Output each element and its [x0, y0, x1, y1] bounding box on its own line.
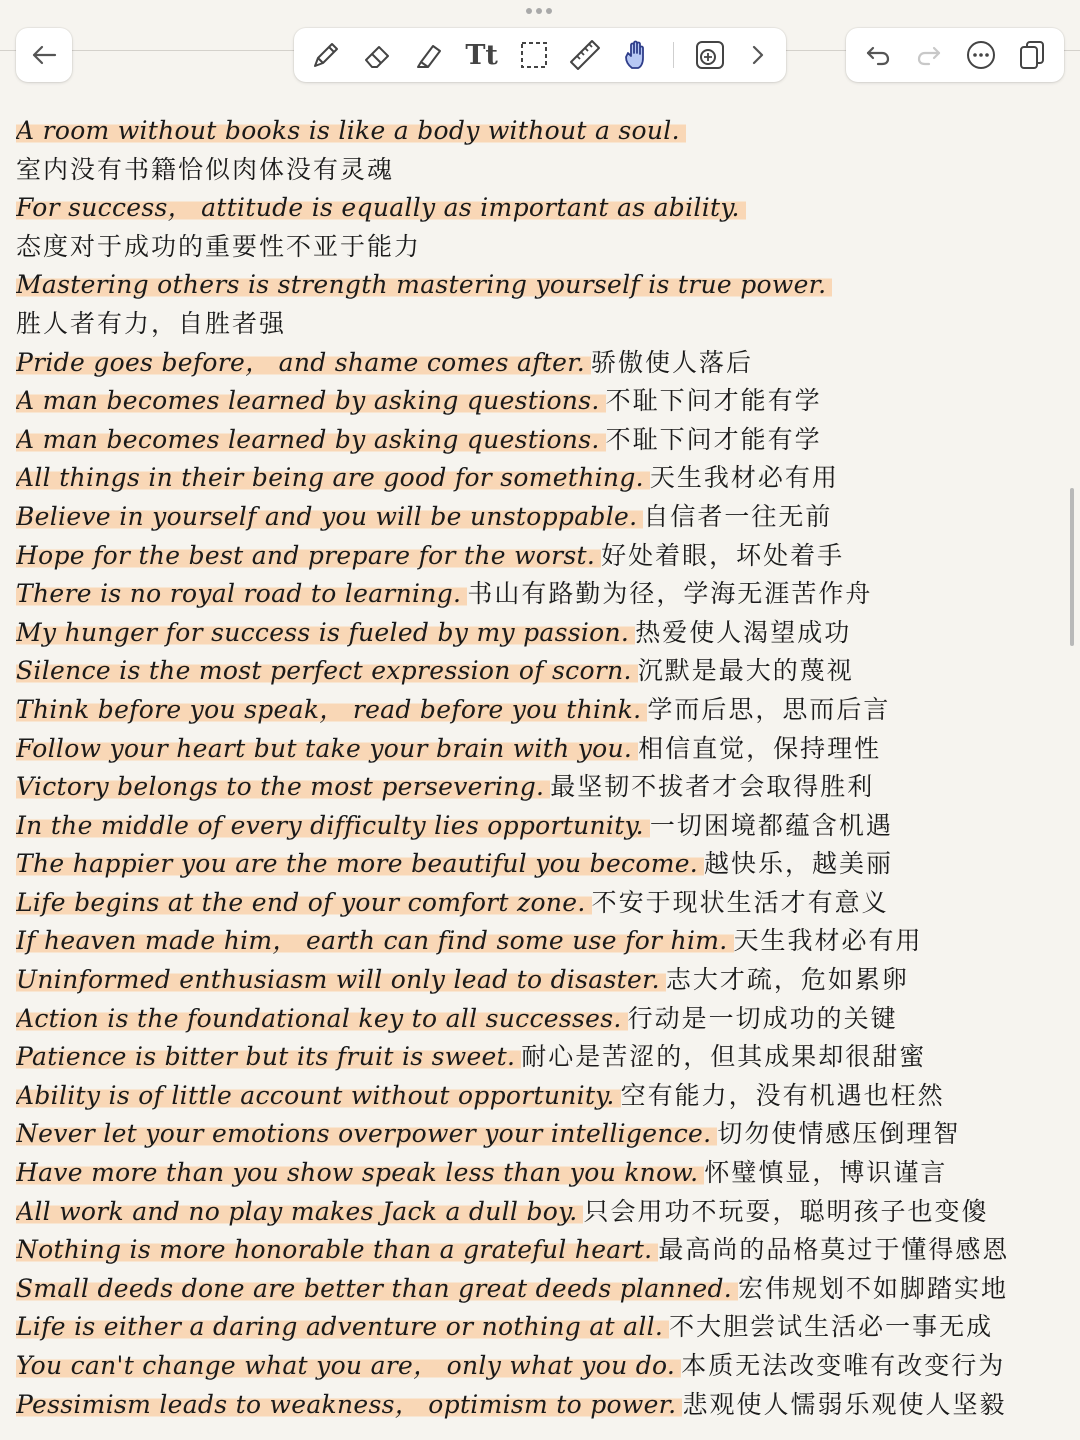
note-line [16, 807, 1064, 846]
english-quote: Small deeds done are better than great deeds planned. [16, 1274, 738, 1303]
english-quote: A man becomes learned by asking questions. [16, 425, 606, 454]
note-line [16, 922, 1064, 961]
note-line [16, 614, 1064, 653]
pages-button[interactable] [1010, 33, 1054, 77]
chinese-translation: 耐心是苦涩的，但其成果却很甜蜜 [521, 1042, 927, 1072]
english-quote: All work and no play makes Jack a dull boy. [16, 1197, 583, 1226]
chinese-translation: 不耻下问才能有学 [605, 424, 822, 454]
highlighter-icon [413, 38, 447, 72]
note-line [16, 421, 1064, 460]
chinese-translation: 室内没有书籍恰似肉体没有灵魂 [16, 154, 395, 184]
note-line [16, 768, 1064, 807]
note-line [16, 498, 1064, 537]
tools-panel [294, 28, 786, 82]
note-line [16, 652, 1064, 691]
note-line [16, 730, 1064, 769]
chinese-translation: 不安于现状生活才有意义 [591, 887, 889, 917]
eraser-tool-button[interactable] [356, 33, 400, 77]
chinese-translation: 怀璧慎显，博识谨言 [704, 1158, 948, 1188]
actions-panel [846, 28, 1064, 82]
note-line [16, 344, 1064, 383]
redo-icon [915, 43, 943, 67]
english-quote: Ability is of little account without opportunity. [16, 1081, 621, 1110]
english-quote: Mastering others is strength mastering yourself is true power. [16, 270, 832, 299]
english-quote: Uninformed enthusiasm will only lead to disaster. [16, 965, 666, 994]
chinese-translation: 宏伟规划不如脚踏实地 [738, 1273, 1009, 1303]
english-quote: My hunger for success is fueled by my passion. [16, 618, 635, 647]
top-divider-mid-right [786, 50, 846, 51]
eraser-icon [361, 38, 395, 72]
more-options-button[interactable] [959, 33, 1003, 77]
note-line [16, 1308, 1064, 1347]
note-line [16, 112, 1064, 151]
back-arrow-icon [31, 44, 57, 66]
chinese-translation: 越快乐，越美丽 [704, 849, 894, 879]
chinese-translation: 本质无法改变唯有改变行为 [681, 1351, 1006, 1380]
english-quote: There is no royal road to learning. [16, 579, 467, 608]
english-quote: Patience is bitter but its fruit is sweet. [16, 1042, 521, 1071]
note-line [16, 151, 1064, 190]
top-divider-left [0, 50, 16, 51]
english-quote: You can't change what you are， only what you do. [16, 1351, 681, 1380]
english-quote: Pride goes before， and shame comes after. [16, 348, 591, 377]
english-quote: The happier you are the more beautiful you become. [16, 849, 704, 878]
english-quote: Follow your heart but take your brain with you. [16, 734, 638, 763]
lasso-select-icon [517, 38, 551, 72]
note-line [16, 189, 1064, 228]
note-line [16, 1231, 1064, 1270]
english-quote: For success， attitude is equally as important as ability. [16, 193, 746, 222]
add-shape-icon [693, 38, 727, 72]
note-line [16, 1154, 1064, 1193]
chinese-translation: 只会用功不玩耍，聪明孩子也变傻 [583, 1196, 989, 1226]
english-quote: Victory belongs to the most persevering. [16, 772, 550, 801]
note-line [16, 382, 1064, 421]
chinese-translation: 学而后思，思而后言 [647, 694, 891, 724]
note-line [16, 266, 1064, 305]
note-line [16, 845, 1064, 884]
window-grabber[interactable] [526, 8, 554, 16]
note-line [16, 1077, 1064, 1116]
toolbar-separator [673, 42, 674, 68]
chinese-translation: 热爱使人渴望成功 [635, 617, 852, 647]
note-line [16, 537, 1064, 576]
text-tool-button[interactable] [460, 33, 504, 77]
english-quote: Think before you speak， read before you think. [16, 695, 647, 724]
back-button[interactable] [20, 33, 68, 77]
note-line [16, 305, 1064, 344]
english-quote: Believe in yourself and you will be unstoppable. [16, 502, 643, 531]
touch-tool-button[interactable] [615, 33, 659, 77]
chevron-right-icon [751, 44, 765, 66]
english-quote: Life begins at the end of your comfort zone. [16, 888, 592, 917]
chinese-translation: 书山有路勤为径，学海无涯苦作舟 [467, 579, 873, 609]
chinese-translation: 悲观使人懦弱乐观使人坚毅 [682, 1389, 1007, 1419]
chinese-translation: 天生我材必有用 [733, 926, 923, 956]
chinese-translation: 胜人者有力，自胜者强 [16, 308, 287, 338]
ruler-tool-button[interactable] [563, 33, 607, 77]
english-quote: Life is either a daring adventure or nothing at all. [16, 1312, 669, 1341]
top-divider-mid-left [72, 50, 294, 51]
note-line [16, 884, 1064, 923]
english-quote: Never let your emotions overpower your intelligence. [16, 1119, 717, 1148]
chinese-translation: 志大才疏，危如累卵 [665, 965, 909, 995]
back-panel [16, 28, 72, 82]
pen-icon [309, 38, 343, 72]
chinese-translation: 骄傲使人落后 [590, 347, 753, 377]
english-quote: In the middle of every difficulty lies opportunity. [16, 811, 650, 840]
note-line [16, 1000, 1064, 1039]
english-quote: Have more than you show speak less than you know. [16, 1158, 704, 1187]
english-quote: If heaven made him， earth can find some use for him. [16, 926, 734, 955]
note-line [16, 575, 1064, 614]
english-quote: Nothing is more honorable than a grateful heart. [16, 1235, 658, 1264]
note-line [16, 1038, 1064, 1077]
chinese-translation: 一切困境都蕴含机遇 [649, 810, 893, 840]
english-quote: All things in their being are good for something. [16, 463, 650, 492]
chinese-translation: 不耻下问才能有学 [605, 386, 822, 416]
note-line [16, 1347, 1064, 1386]
pen-tool-button[interactable] [304, 33, 348, 77]
insert-element-button[interactable] [688, 33, 732, 77]
note-page[interactable] [16, 112, 1064, 1424]
note-line [16, 691, 1064, 730]
note-line [16, 459, 1064, 498]
vertical-scrollbar[interactable] [1070, 488, 1074, 646]
highlighter-tool-button[interactable] [408, 33, 452, 77]
redo-button[interactable] [907, 33, 951, 77]
more-options-icon [965, 39, 997, 71]
chinese-translation: 态度对于成功的重要性不亚于能力 [16, 231, 422, 261]
chinese-translation: 切勿使情感压倒理智 [717, 1119, 961, 1149]
note-line [16, 1115, 1064, 1154]
chinese-translation: 好处着眼，坏处着手 [601, 540, 845, 570]
pages-icon [1017, 39, 1047, 71]
ruler-icon [568, 38, 602, 72]
undo-button[interactable] [856, 33, 900, 77]
text-tool-icon: Tt [465, 39, 498, 71]
more-tools-button[interactable] [740, 33, 776, 77]
english-quote: Silence is the most perfect expression of scorn. [16, 656, 638, 685]
top-divider-right [1064, 50, 1080, 51]
english-quote: A man becomes learned by asking questions. [16, 386, 606, 415]
chinese-translation: 最坚韧不拔者才会取得胜利 [550, 772, 875, 802]
english-quote: Action is the foundational key to all successes. [16, 1004, 628, 1033]
chinese-translation: 天生我材必有用 [649, 463, 839, 493]
hand-touch-icon [620, 38, 654, 72]
chinese-translation: 沉默是最大的蔑视 [637, 656, 854, 686]
undo-icon [864, 43, 892, 67]
note-line [16, 961, 1064, 1000]
note-line [16, 1386, 1064, 1425]
english-quote: Pessimism leads to weakness， optimism to power. [16, 1390, 682, 1419]
english-quote: A room without books is like a body without a soul. [16, 116, 686, 145]
chinese-translation: 最高尚的品格莫过于懂得感恩 [658, 1235, 1010, 1265]
chinese-translation: 行动是一切成功的关键 [627, 1003, 898, 1033]
chinese-translation: 不大胆尝试生活必一事无成 [669, 1312, 994, 1342]
lasso-tool-button[interactable] [512, 33, 556, 77]
note-line [16, 228, 1064, 267]
chinese-translation: 相信直觉，保持理性 [638, 733, 882, 763]
note-line [16, 1193, 1064, 1232]
chinese-translation: 自信者一往无前 [643, 501, 833, 531]
note-line [16, 1270, 1064, 1309]
english-quote: Hope for the best and prepare for the worst. [16, 541, 601, 570]
chinese-translation: 空有能力，没有机遇也枉然 [620, 1080, 945, 1110]
